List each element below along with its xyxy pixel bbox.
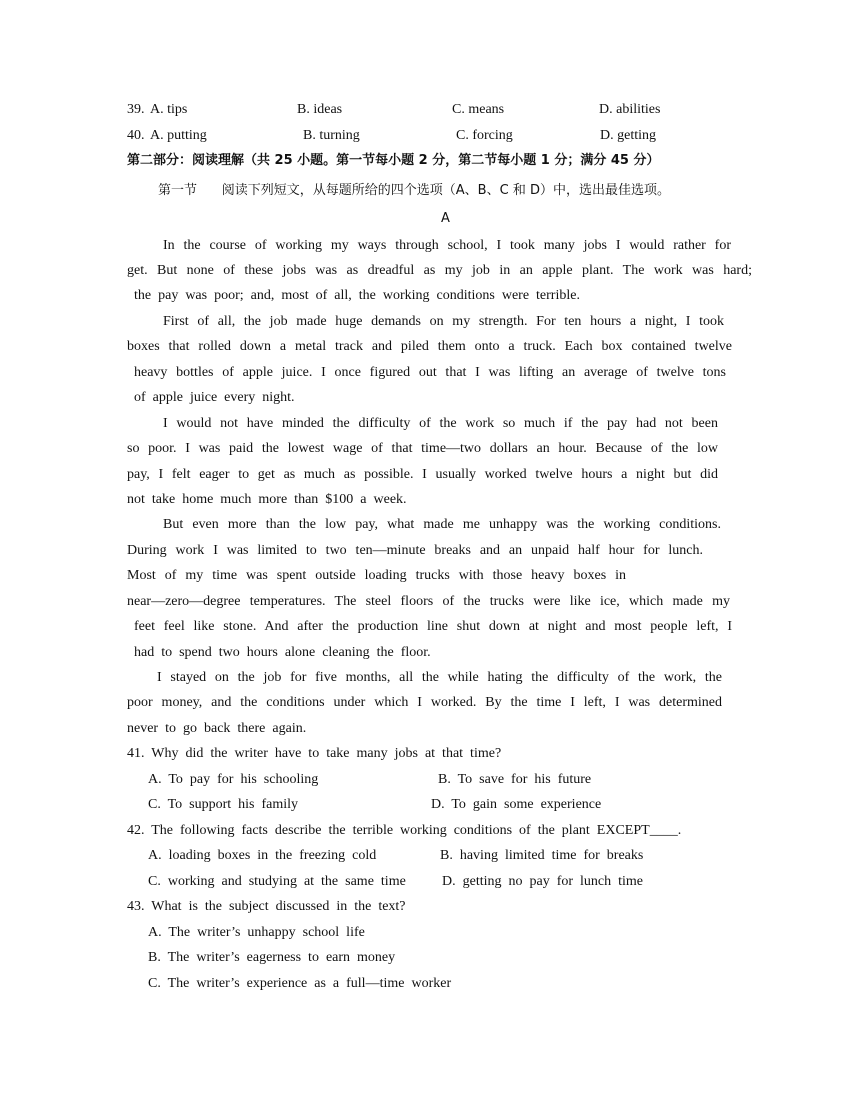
- passage-line: near—zero—degree temperatures. The steel floors of the trucks were like ice, which made my: [127, 594, 730, 609]
- answer-option: B. having limited time for breaks: [440, 848, 644, 863]
- passage-line: First of all, the job made huge demands on my strength. For ten hours a night, I took: [163, 314, 724, 329]
- option-d: D. abilities: [599, 102, 661, 117]
- answer-option: C. working and studying at the same time: [148, 874, 406, 889]
- passage-line: But even more than the low pay, what made me unhappy was the working conditions.: [163, 517, 721, 532]
- passage-line: pay, I felt eager to get as much as possible. I usually worked twelve hours a night but did: [127, 467, 718, 482]
- passage-line: get. But none of these jobs was as dreadful as my job in an apple plant. The work was hard;: [127, 263, 752, 278]
- passage-line: I would not have minded the difficulty of the work so much if the pay had not been: [163, 416, 718, 431]
- option-d: D. getting: [600, 128, 656, 143]
- question-stem: 42. The following facts describe the terrible working conditions of the plant EXCEPT____.: [127, 823, 682, 838]
- passage-line: Most of my time was spent outside loading trucks with those heavy boxes in: [127, 568, 626, 583]
- passage-line: heavy bottles of apple juice. I once figured out that I was lifting an average of twelve tons: [134, 365, 726, 380]
- option-a: A. tips: [150, 102, 188, 117]
- answer-option: A. To pay for his schooling: [148, 772, 319, 787]
- passage-line: of apple juice every night.: [134, 390, 295, 405]
- option-c: C. forcing: [456, 128, 513, 143]
- question-stem: 41. Why did the writer have to take many jobs at that time?: [127, 746, 502, 761]
- passage-line: had to spend two hours alone cleaning the floor.: [134, 645, 431, 660]
- answer-option: D. To gain some experience: [431, 797, 602, 812]
- passage-line: feet feel like stone. And after the production line shut down at night and most people left, I: [134, 619, 732, 634]
- passage-line: so poor. I was paid the lowest wage of that time—two dollars an hour. Because of the low: [127, 441, 718, 456]
- section-heading: 第二部分：阅读理解（共 25 小题。第一节每小题 2 分，第二节每小题 1 分；满分 45 分）: [127, 153, 660, 168]
- passage-line: never to go back there again.: [127, 721, 307, 736]
- question-number: 40.: [127, 128, 145, 143]
- passage-label: A: [441, 211, 450, 226]
- cloze-row-39: [127, 101, 747, 119]
- question-number: 39.: [127, 102, 145, 117]
- question-stem: 43. What is the subject discussed in the text?: [127, 899, 406, 914]
- option-a: A. putting: [150, 128, 207, 143]
- answer-option: C. To support his family: [148, 797, 299, 812]
- option-b: B. ideas: [297, 102, 343, 117]
- answer-option: C. The writer’s experience as a full—time worker: [148, 976, 452, 991]
- passage-line: poor money, and the conditions under which I worked. By the time I left, I was determined: [127, 695, 722, 710]
- answer-option: D. getting no pay for lunch time: [442, 874, 644, 889]
- subsection-instruction: 第一节 阅读下列短文，从每题所给的四个选项（A、B、C 和 D）中，选出最佳选项。: [158, 183, 670, 198]
- cloze-row-40: [127, 127, 747, 145]
- passage-line: the pay was poor; and, most of all, the working conditions were terrible.: [134, 288, 580, 303]
- answer-option: A. The writer’s unhappy school life: [148, 925, 365, 940]
- passage-line: I stayed on the job for five months, all the while hating the difficulty of the work, the: [157, 670, 722, 685]
- answer-option: B. The writer’s eagerness to earn money: [148, 950, 396, 965]
- answer-option: B. To save for his future: [438, 772, 592, 787]
- passage-line: not take home much more than $100 a week.: [127, 492, 407, 507]
- passage-line: During work I was limited to two ten—minute breaks and an unpaid half hour for lunch.: [127, 543, 703, 558]
- passage-line: In the course of working my ways through school, I took many jobs I would rather for: [163, 238, 731, 253]
- answer-option: A. loading boxes in the freezing cold: [148, 848, 377, 863]
- option-c: C. means: [452, 102, 505, 117]
- passage-line: boxes that rolled down a metal track and piled them onto a truck. Each box contained twelve: [127, 339, 732, 354]
- option-b: B. turning: [303, 128, 360, 143]
